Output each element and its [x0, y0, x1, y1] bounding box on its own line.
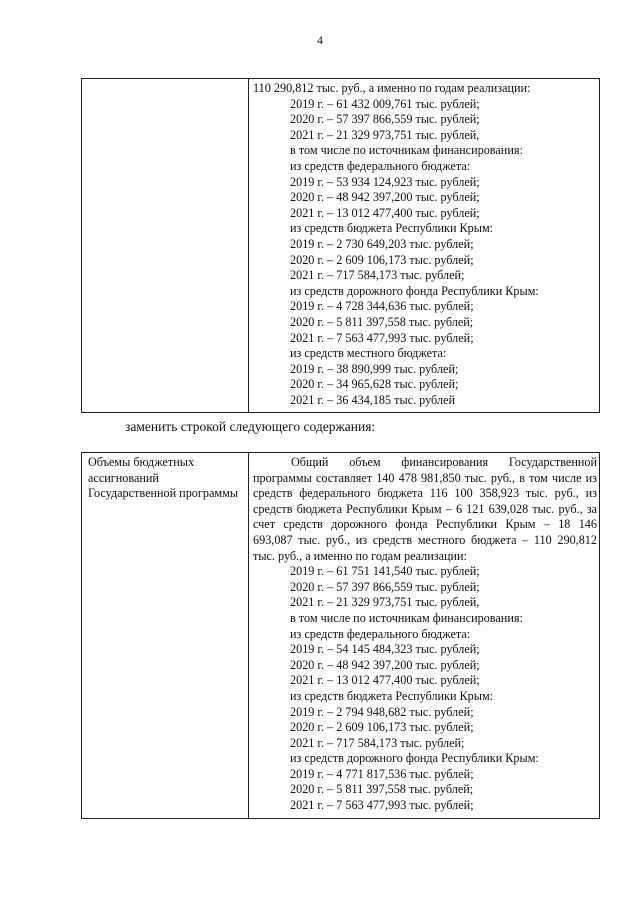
- funding-line: 2020 г. – 57 397 866,559 тыс. рублей;: [290, 112, 480, 127]
- funding-line: из средств федерального бюджета:: [290, 158, 471, 173]
- funding-line: 2020 г. – 48 942 397,200 тыс. рублей;: [290, 657, 480, 672]
- funding-line: 2021 г. – 13 012 477,400 тыс. рублей;: [290, 673, 480, 688]
- funding-line: из средств федерального бюджета:: [290, 626, 471, 641]
- funding-line: 2020 г. – 34 965,628 тыс. рублей;: [290, 377, 459, 392]
- funding-line: 2019 г. – 4 728 344,636 тыс. рублей;: [290, 299, 474, 314]
- funding-line: 2019 г. – 38 890,999 тыс. рублей;: [290, 361, 459, 376]
- table-row: [82, 79, 600, 413]
- funding-line: 2021 г. – 36 434,185 тыс. рублей: [290, 392, 455, 407]
- funding-line: 110 290,812 тыс. руб., а именно по годам реализации:: [253, 81, 531, 95]
- funding-line: 2019 г. – 61 751 141,540 тыс. рублей;: [290, 564, 480, 579]
- label-cell: [82, 453, 249, 819]
- row-label: Объемы бюджетных ассигнований Государственной программы: [88, 455, 239, 501]
- funding-line: из средств местного бюджета:: [290, 346, 447, 361]
- content-cell: [249, 79, 600, 413]
- table-row: [82, 453, 600, 819]
- funding-line: 2020 г. – 2 609 106,173 тыс. рублей;: [290, 720, 474, 735]
- funding-line: 2021 г. – 7 563 477,993 тыс. рублей;: [290, 798, 474, 813]
- funding-line: в том числе по источникам финансирования:: [290, 610, 523, 625]
- funding-table-new: [81, 452, 600, 819]
- funding-line: 2019 г. – 54 145 484,323 тыс. рублей;: [290, 642, 480, 657]
- funding-line: 2020 г. – 2 609 106,173 тыс. рублей;: [290, 252, 474, 267]
- funding-line: в том числе по источникам финансирования:: [290, 143, 523, 158]
- funding-line: 2021 г. – 21 329 973,751 тыс. рублей,: [290, 127, 480, 142]
- funding-line: из средств бюджета Республики Крым:: [290, 688, 494, 703]
- funding-line: из средств дорожного фонда Республики Крым:: [290, 283, 539, 298]
- funding-table-old: [81, 78, 600, 413]
- funding-line: 2020 г. – 5 811 397,558 тыс. рублей;: [290, 314, 474, 329]
- funding-line: из средств дорожного фонда Республики Крым:: [290, 751, 539, 766]
- funding-line: 2019 г. – 2 730 649,203 тыс. рублей;: [290, 236, 474, 251]
- funding-line: 2020 г. – 57 397 866,559 тыс. рублей;: [290, 579, 480, 594]
- funding-line: 2021 г. – 717 584,173 тыс. рублей;: [290, 268, 465, 283]
- funding-line: 2020 г. – 5 811 397,558 тыс. рублей;: [290, 782, 474, 797]
- funding-line: 2021 г. – 21 329 973,751 тыс. рублей,: [290, 595, 480, 610]
- label-cell-empty: [82, 79, 249, 413]
- content-cell: [249, 453, 600, 819]
- page-number: 4: [317, 33, 323, 47]
- funding-lines: [253, 81, 597, 408]
- funding-line: 2019 г. – 4 771 817,536 тыс. рублей;: [290, 766, 474, 781]
- replace-instruction: заменить строкой следующего содержания:: [125, 419, 376, 434]
- funding-summary-paragraph: Общий объем финансирования Государственной программы составляет 140 478 981,850 тыс. руб., в том числе из средств федерального бюджета 116 100 358,923 тыс. руб., из средств бюджета Республики Крым – 6 121 639,028 тыс. руб., за счет средств дорожного фонда Республики Крым – 18 146 693,087 тыс. руб., из средств местного бюджета – 110 290,812 тыс. руб., а именно по годам реализации:: [253, 455, 597, 563]
- funding-line: из средств бюджета Республики Крым:: [290, 221, 494, 236]
- funding-line: 2021 г. – 13 012 477,400 тыс. рублей;: [290, 205, 480, 220]
- funding-line: 2019 г. – 61 432 009,761 тыс. рублей;: [290, 96, 480, 111]
- funding-lines: [253, 564, 597, 814]
- funding-line: 2021 г. – 7 563 477,993 тыс. рублей;: [290, 330, 474, 345]
- funding-line: 2020 г. – 48 942 397,200 тыс. рублей;: [290, 190, 480, 205]
- funding-line: 2021 г. – 717 584,173 тыс. рублей;: [290, 735, 465, 750]
- funding-line: 2019 г. – 2 794 948,682 тыс. рублей;: [290, 704, 474, 719]
- funding-line: 2019 г. – 53 934 124,923 тыс. рублей;: [290, 174, 480, 189]
